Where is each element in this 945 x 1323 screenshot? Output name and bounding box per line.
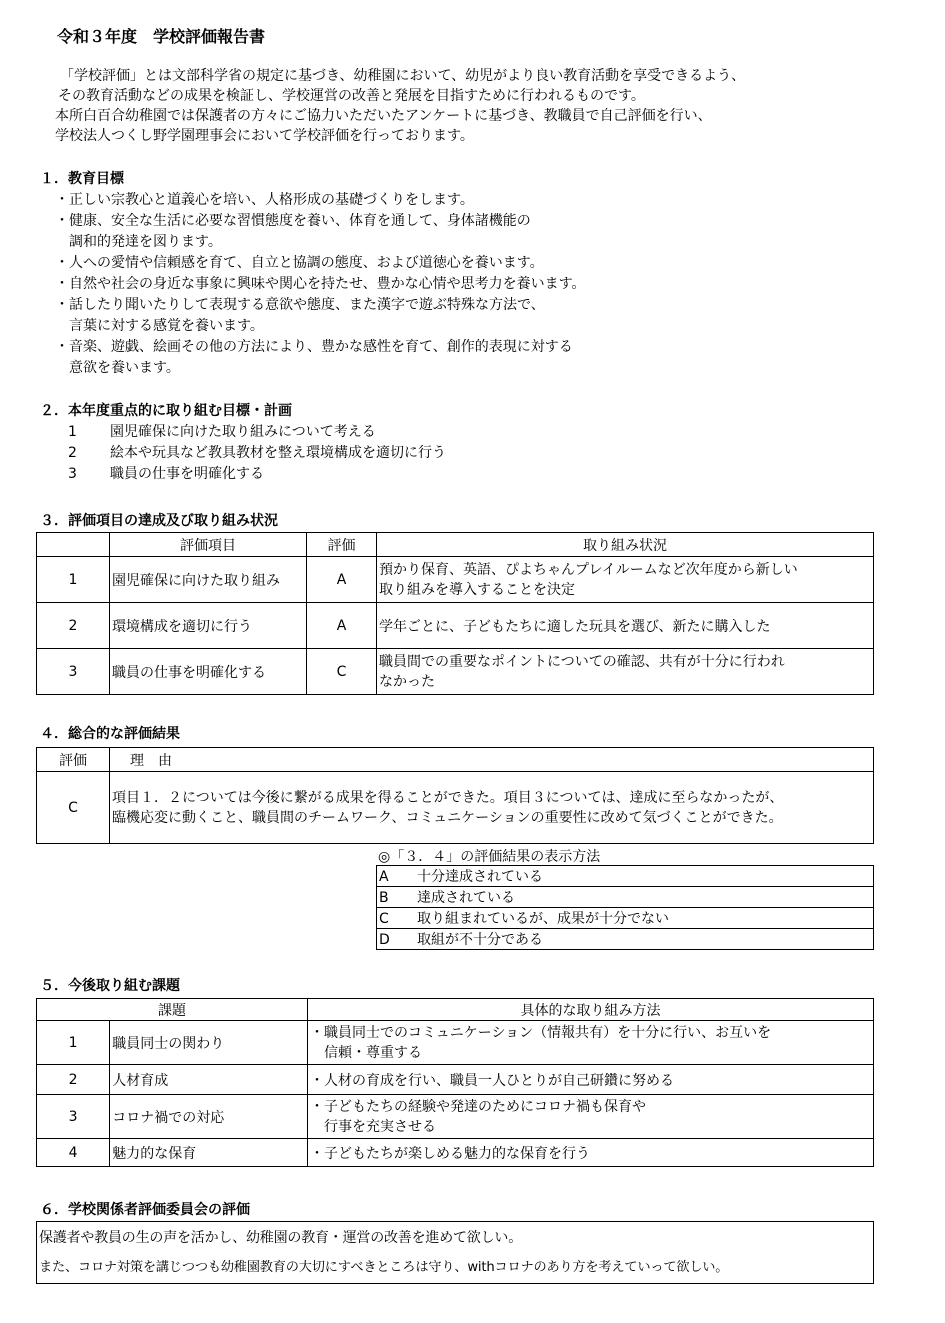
plan-item: 2 絵本や玩具など教具教材を整え環境構成を適切に行う	[68, 445, 446, 461]
legend-row: D 取組が不十分である	[377, 929, 874, 950]
table-header-row: 評価項目 評価 取り組み状況	[37, 533, 874, 557]
intro-line: 本所白百合幼稚園では保護者の方々にご協力いただいたアンケートに基づき、教職員で自己評価を行い、	[55, 108, 712, 124]
goal-line: ・人への愛情や信頼感を育て、自立と協調の態度、および道徳心を養います。	[55, 255, 544, 271]
table-row	[37, 1222, 874, 1284]
page-title: 令和３年度 学校評価報告書	[57, 27, 266, 46]
legend-row: A 十分達成されている	[377, 866, 874, 887]
intro-line: 学校法人つくし野学園理事会において学校評価を行っております。	[55, 128, 474, 144]
section4-heading: ４．総合的な評価結果	[40, 726, 180, 742]
goal-line: ・健康、安全な生活に必要な習慣態度を養い、体育を通して、身体諸機能の	[55, 213, 531, 229]
intro-line: 「学校評価」とは文部科学省の規定に基づき、幼稚園において、幼児がより良い教育活動を享受できるよう、	[60, 68, 746, 84]
legend-row: B 達成されている	[377, 887, 874, 908]
goal-line: 調和的発達を図ります。	[55, 234, 222, 250]
goal-line: 意欲を養います。	[55, 360, 180, 376]
table-row: 3 コロナ禍での対応 ・子どもたちの経験や発達のためにコロナ禍も保育や 行事を充実させる	[37, 1095, 874, 1139]
table-row: C 項目１．２については今後に繋がる成果を得ることができた。項目３については、達成に至らなかったが、 臨機応変に動くこと、職員間のチームワーク、コミュニケーションの重要性に改めて気づくことができた。	[37, 772, 874, 844]
future-issues-table	[36, 998, 874, 1167]
intro-paragraph	[55, 66, 745, 146]
legend-table	[376, 865, 874, 950]
section1-goals	[55, 190, 585, 379]
table-row: 4 魅力的な保育 ・子どもたちが楽しめる魅力的な保育を行う	[37, 1139, 874, 1167]
section1-heading: １．教育目標	[40, 171, 124, 187]
goal-line: ・正しい宗教心と道義心を培い、人格形成の基礎づくりをします。	[55, 192, 474, 208]
section2-plan-list	[68, 422, 446, 485]
section3-heading: ３．評価項目の達成及び取り組み状況	[40, 513, 278, 529]
evaluation-table	[36, 532, 874, 695]
goal-line: 言葉に対する感覚を養います。	[55, 318, 264, 334]
section2-heading: ２．本年度重点的に取り組む目標・計画	[40, 403, 292, 419]
goal-line: ・音楽、遊戯、絵画その他の方法により、豊かな感性を育て、創作的表現に対する	[55, 339, 573, 355]
legend-row: C 取り組まれているが、成果が十分でない	[377, 908, 874, 929]
intro-line: その教育活動などの成果を検証し、学校運営の改善と発展を目指すために行われるものです。	[58, 88, 645, 104]
goal-line: ・自然や社会の身近な事象に興味や関心を持たせ、豊かな心情や思考力を養います。	[55, 276, 586, 292]
table-row: 2 環境構成を適切に行う A 学年ごとに、子どもたちに適した玩具を選び、新たに購入した	[37, 603, 874, 649]
plan-item: 3 職員の仕事を明確化する	[68, 466, 264, 482]
table-header-row: 評価 理 由	[37, 748, 874, 772]
table-header-row: 課題 具体的な取り組み方法	[37, 999, 874, 1021]
committee-evaluation-box	[36, 1221, 874, 1284]
table-row: 1 園児確保に向けた取り組み A 預かり保育、英語、ぴよちゃんプレイルームなど次年度から新しい 取り組みを導入することを決定	[37, 557, 874, 603]
table-row: 2 人材育成 ・人材の育成を行い、職員一人ひとりが自己研鑽に努める	[37, 1065, 874, 1095]
legend-title: ◎「３．４」の評価結果の表示方法	[378, 849, 601, 865]
plan-item: 1 園児確保に向けた取り組みについて考える	[68, 424, 376, 440]
committee-comment: また、コロナ対策を講じつつも幼稚園教育の大切にすべきところは守り、withコロナのあり方を考えていって欲しい。	[39, 1259, 729, 1275]
goal-line: ・話したり聞いたりして表現する意欲や態度、また漢字で遊ぶ特殊な方法で、	[55, 297, 545, 313]
section5-heading: ５．今後取り組む課題	[40, 978, 180, 994]
table-row: 3 職員の仕事を明確化する C 職員間での重要なポイントについての確認、共有が十分に行われ なかった	[37, 649, 874, 695]
section6-heading: ６．学校関係者評価委員会の評価	[40, 1202, 250, 1218]
table-row: 1 職員同士の関わり ・職員同士でのコミュニケーション（情報共有）を十分に行い、お互いを 信頼・尊重する	[37, 1021, 874, 1065]
overall-evaluation-table	[36, 747, 874, 844]
committee-comment: 保護者や教員の生の声を活かし、幼稚園の教育・運営の改善を進めて欲しい。	[39, 1229, 522, 1246]
